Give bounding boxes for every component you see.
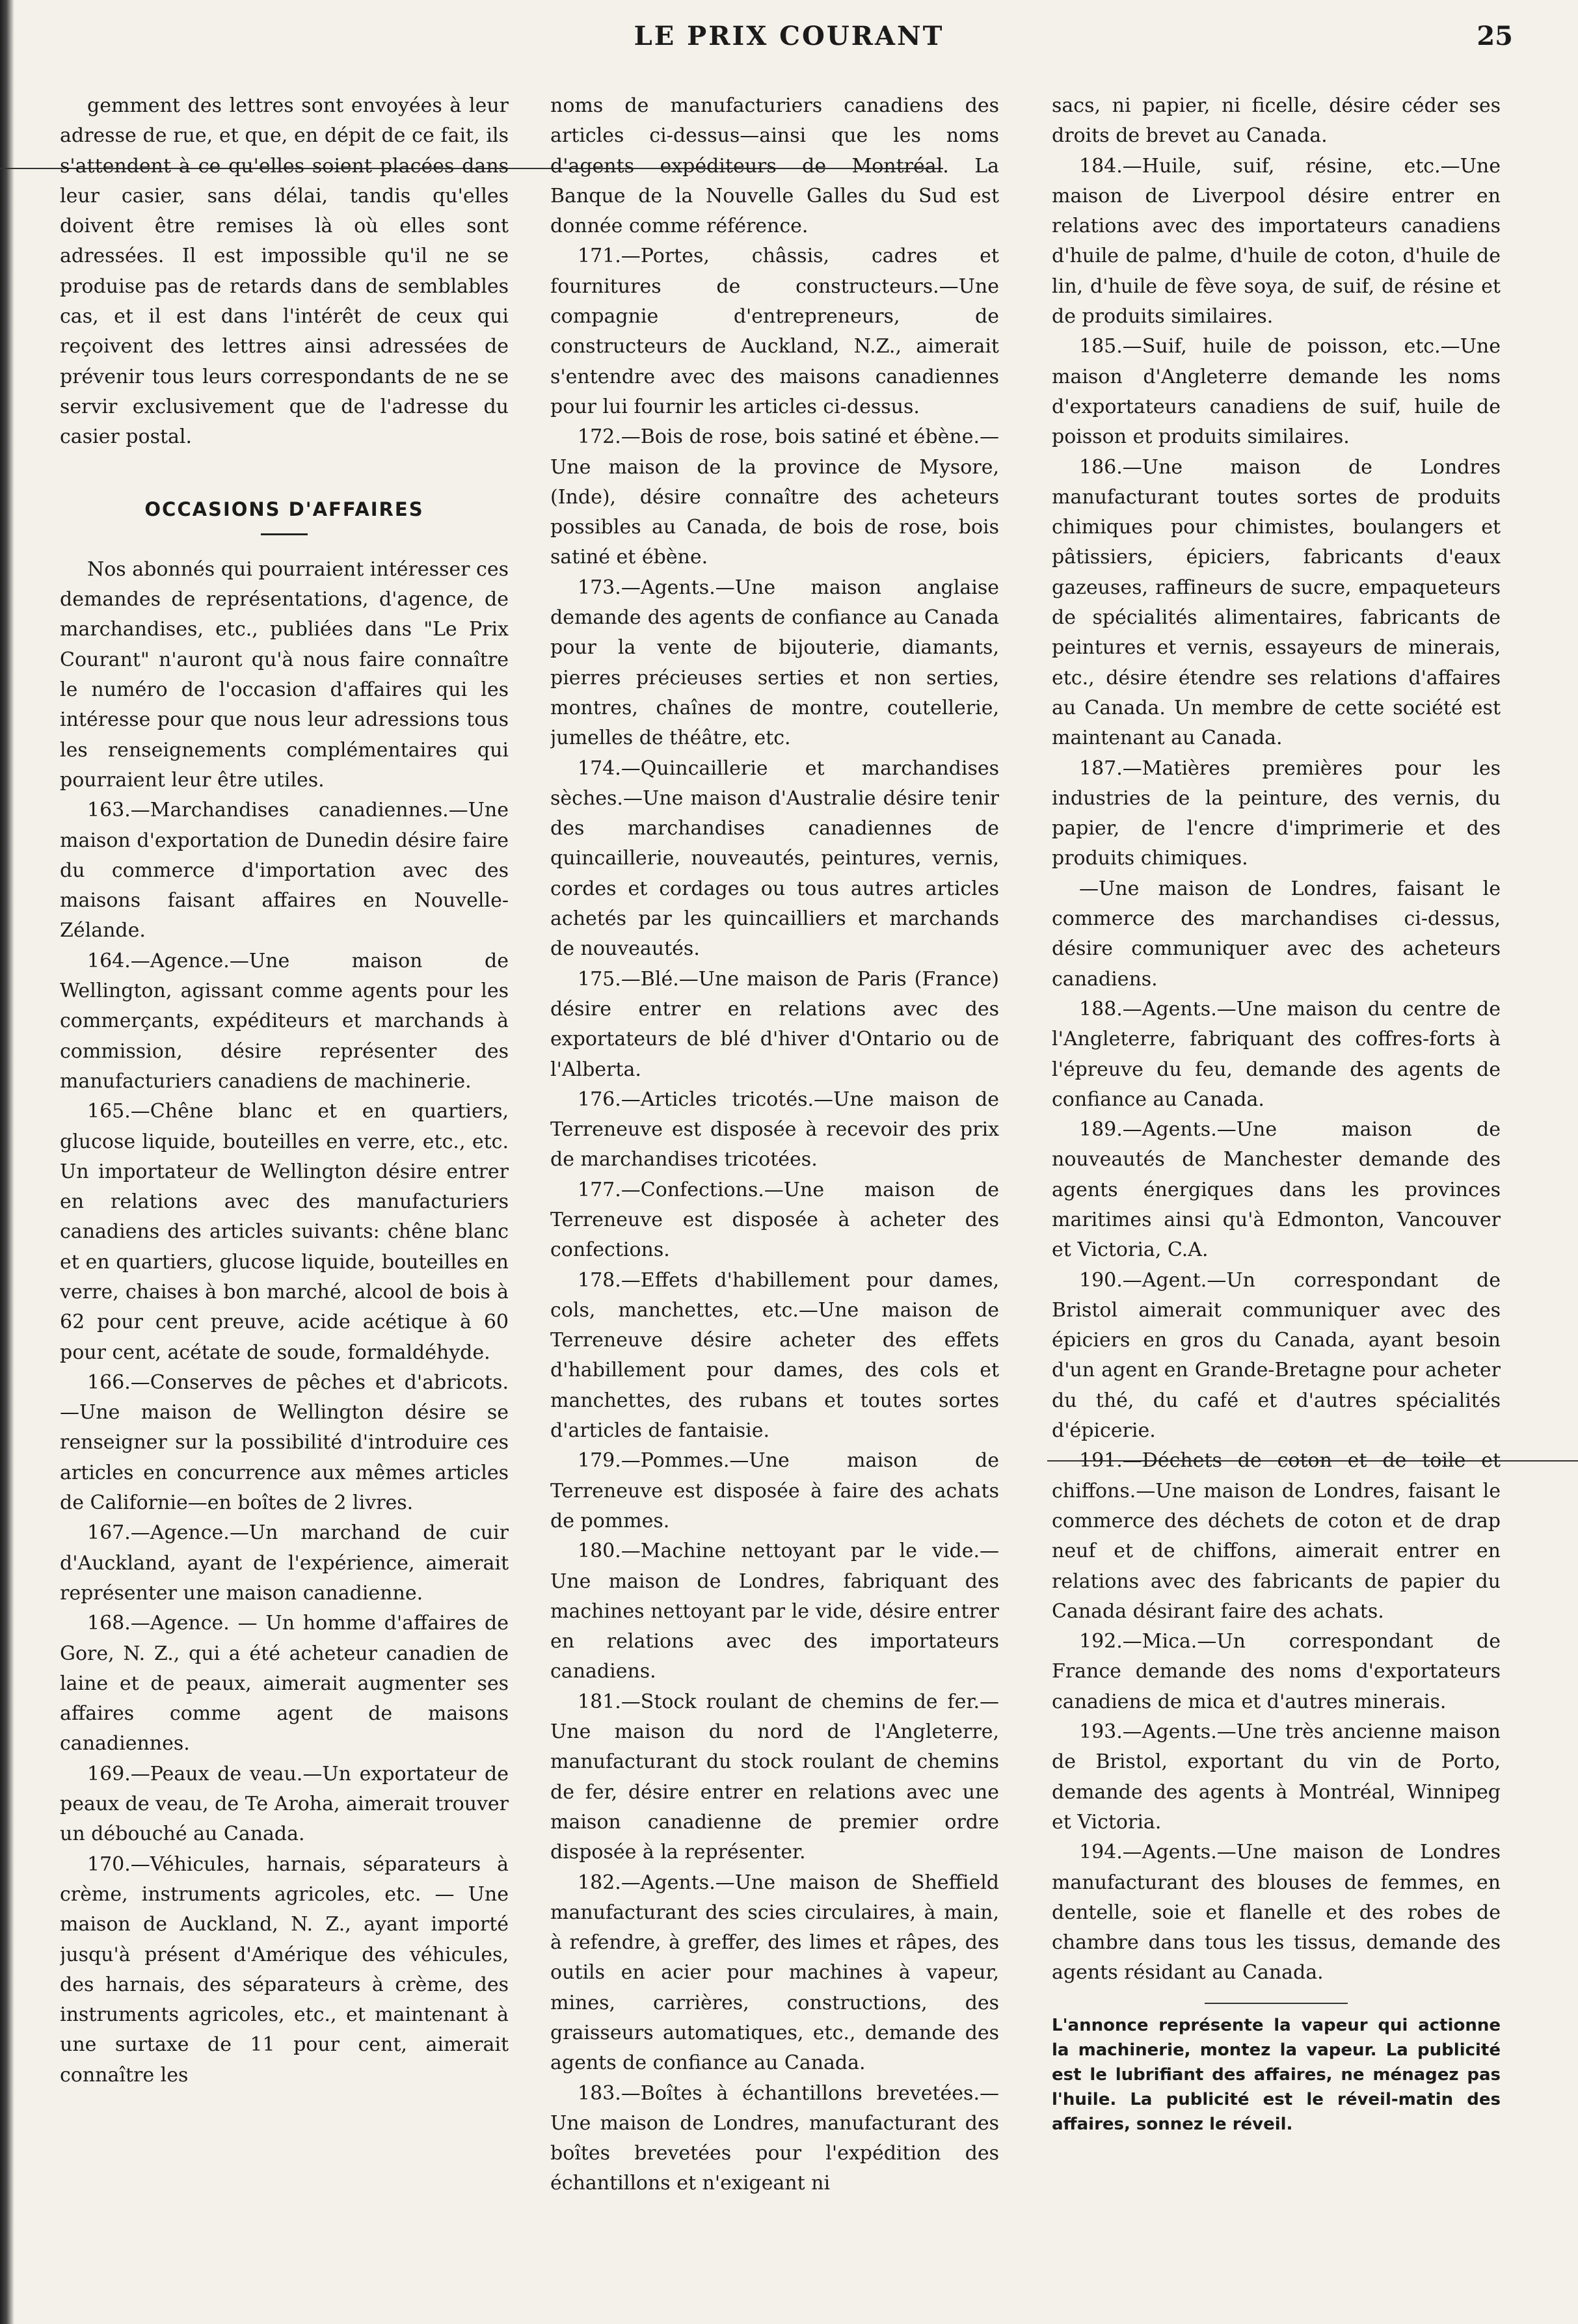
listing-187: 187.—Matières premières pour les industries de la peinture, des vernis, du papier, de l'encre d'imprimerie et des produits chimiques. — [1052, 756, 1501, 870]
listing-188: 188.—Agents.—Une maison du centre de l'Angleterre, fabriquant des coffres-forts à l'épreuve du feu, demande des agents de confiance au Canada. — [1052, 997, 1501, 1111]
listing-181: 181.—Stock roulant de chemins de fer.—Une maison du nord de l'Angleterre, manufacturant du stock roulant de chemins de fer, désire entrer en relations avec une maison canadienne de premier ordre disposée à la représenter. — [550, 1690, 999, 1864]
listing-184: 184.—Huile, suif, résine, etc.—Une maison de Liverpool désire entrer en relations avec des importateurs canadiens d'huile de palme, d'huile de coton, d'huile de lin, d'huile de fève soya, de suif, de résine et de produits similaires. — [1052, 154, 1501, 328]
advertising-note: L'annonce représente la vapeur qui actionne la machinerie, montez la vapeur. La publicité est le lubrifiant des affaires, ne ménagez pas l'huile. La publicité est le réveil-matin des affaires, sonnez le réveil. — [1052, 2015, 1501, 2134]
page-header — [0, 0, 1578, 91]
notice-paragraph: Nos abonnés qui pourraient intéresser ces demandes de représentations, d'agence, de marchandises, etc., publiées dans "Le Prix Courant" n'auront qu'à nous faire connaître le numéro de l'occasion d'affaires qui les intéresse pour que nous leur adressions tous les renseignements complémentaires qui pourraient leur être utiles. — [60, 557, 509, 792]
listing-185: 185.—Suif, huile de poisson, etc.—Une maison d'Angleterre demande les noms d'exportateurs canadiens de suif, huile de poisson et produits similaires. — [1052, 335, 1501, 449]
listing-166: 166.—Conserves de pêches et d'abricots.—Une maison de Wellington désire se renseigner sur la possibilité d'introduire ces articles en concurrence aux mêmes articles de Californie—en boîtes de 2 livres. — [60, 1370, 509, 1515]
running-title: LE PRIX COURANT — [634, 21, 944, 51]
listing-189: 189.—Agents.—Une maison de nouveautés de Manchester demande des agents énergiques dans les provinces maritimes ainsi qu'à Edmonton, Vancouver et Victoria, C.A. — [1052, 1118, 1501, 1262]
listing-175: 175.—Blé.—Une maison de Paris (France) désire entrer en relations avec des exportateurs de blé d'hiver d'Ontario ou de l'Alberta. — [550, 967, 999, 1081]
listing-170-continued: noms de manufacturiers canadiens des articles ci-dessus—ainsi que les noms d'agents expéditeurs de Montréal. La Banque de la Nouvelle Galles du Sud est donnée comme référence. — [550, 94, 999, 238]
listing-178: 178.—Effets d'habillement pour dames, cols, manchettes, etc.—Une maison de Terreneuve désire acheter des effets d'habillement pour dames, des cols et manchettes, des rubans et toutes sortes d'articles de fantaisie. — [550, 1268, 999, 1443]
listing-190: 190.—Agent.—Un correspondant de Bristol aimerait communiquer avec des épiciers en gros du Canada, ayant besoin d'un agent en Grande-Bretagne pour acheter du thé, du café et d'autres spécialités d'épicerie. — [1052, 1268, 1501, 1443]
listing-168: 168.—Agence. — Un homme d'affaires de Gore, N. Z., qui a été acheteur canadien de laine et de peaux, aimerait augmenter ses affaires comme agent de maisons canadiennes. — [60, 1612, 509, 1756]
listing-180: 180.—Machine nettoyant par le vide.—Une maison de Londres, fabriquant des machines nettoyant par le vide, désire entrer en relations avec des importateurs canadiens. — [550, 1540, 999, 1683]
closing-divider — [1205, 2003, 1348, 2004]
scan-edge — [0, 0, 14, 2324]
heading-divider — [261, 533, 308, 535]
listing-176: 176.—Articles tricotés.—Une maison de Terreneuve est disposée à recevoir des prix de marchandises tricotées. — [550, 1088, 999, 1171]
listing-191: 191.—Déchets de coton et de toile et chiffons.—Une maison de Londres, faisant le commerce des déchets de coton et de drap neuf et de chiffons, aimerait entrer en relations avec des fabricants de papier du Canada désirant faire des achats. — [1052, 1449, 1501, 1623]
listing-164: 164.—Agence.—Une maison de Wellington, agissant comme agents pour les commerçants, expéditeurs et marchands à commission, désire représenter des manufacturiers canadiens de machinerie. — [60, 949, 509, 1093]
listing-183-continued: sacs, ni papier, ni ficelle, désire céder ses droits de brevet au Canada. — [1052, 94, 1501, 148]
listing-183: 183.—Boîtes à échantillons brevetées.—Une maison de Londres, manufacturant des boîtes brevetées pour l'expédition des échantillons et n'exigeant ni — [550, 2081, 999, 2195]
listing-172: 172.—Bois de rose, bois satiné et ébène.—Une maison de la province de Mysore, (Inde), désire connaître des acheteurs possibles au Canada, de bois de rose, bois satiné et ébène. — [550, 425, 999, 569]
listing-173: 173.—Agents.—Une maison anglaise demande des agents de confiance au Canada pour la vente de bijouterie, diamants, pierres précieuses serties et non serties, montres, chaînes de montre, coutellerie, jumelles de théâtre, etc. — [550, 576, 999, 750]
listing-194: 194.—Agents.—Une maison de Londres manufacturant des blouses de femmes, en dentelle, soie et flanelle et des robes de chambre dans tous les tissus, demande des agents résidant au Canada. — [1052, 1841, 1501, 1984]
column-3 — [1052, 91, 1501, 2257]
listing-193: 193.—Agents.—Une très ancienne maison de Bristol, exportant du vin de Porto, demande des agents à Montréal, Winnipeg et Victoria. — [1052, 1720, 1501, 1834]
listing-186: 186.—Une maison de Londres manufacturant toutes sortes de produits chimiques pour chimistes, boulangers et pâtissiers, épiciers, fabricants d'eaux gazeuses, raffineurs de sucre, empaqueteurs de spécialités alimentaires, fabricants de peintures et vernis, essayeurs de minerais, etc., désire étendre ses relations d'affaires au Canada. Un membre de cette société est maintenant au Canada. — [1052, 455, 1501, 750]
listing-179: 179.—Pommes.—Une maison de Terreneuve est disposée à faire des achats de pommes. — [550, 1449, 999, 1532]
column-2 — [550, 91, 999, 2257]
listing-177: 177.—Confections.—Une maison de Terreneuve est disposée à acheter des confections. — [550, 1178, 999, 1262]
listing-192: 192.—Mica.—Un correspondant de France demande des noms d'exportateurs canadiens de mica et d'autres minerais. — [1052, 1630, 1501, 1713]
listing-170: 170.—Véhicules, harnais, séparateurs à crème, instruments agricoles, etc. — Une maison de Auckland, N. Z., ayant importé jusqu'à présent d'Amérique des véhicules, des harnais, des séparateurs à crème, des instruments agricoles, etc., et maintenant à une surtaxe de 11 pour cent, aimerait connaître les — [60, 1852, 509, 2087]
listing-182: 182.—Agents.—Une maison de Sheffield manufacturant des scies circulaires, à main, à refendre, à greffer, des limes et râpes, des outils en acier pour machines à vapeur, mines, carrières, constructions, des graisseurs automatiques, etc., demande des agents de confiance au Canada. — [550, 1871, 999, 2075]
column-1 — [60, 91, 509, 2257]
listing-174: 174.—Quincaillerie et marchandises sèches.—Une maison d'Australie désire tenir des marchandises canadiennes de quincaillerie, nouveautés, peintures, vernis, cordes et cordages ou tous autres articles achetés par les quincailliers et marchands de nouveautés. — [550, 756, 999, 961]
listing-171: 171.—Portes, châssis, cadres et fournitures de constructeurs.—Une compagnie d'entrepreneurs, de constructeurs de Auckland, N.Z., aimerait s'entendre avec des maisons canadiennes pour lui fournir les articles ci-dessus. — [550, 245, 999, 418]
listing-167: 167.—Agence.—Un marchand de cuir d'Auckland, ayant de l'expérience, aimerait représenter une maison canadienne. — [60, 1521, 509, 1605]
listing-187-detail: —Une maison de Londres, faisant le commerce des marchandises ci-dessus, désire communiquer avec des acheteurs canadiens. — [1052, 877, 1501, 991]
listing-169: 169.—Peaux de veau.—Un exportateur de peaux de veau, de Te Aroha, aimerait trouver un débouché au Canada. — [60, 1762, 509, 1846]
section-heading: OCCASIONS D'AFFAIRES — [144, 498, 424, 520]
page-number: 25 — [1477, 21, 1513, 51]
listing-163: 163.—Marchandises canadiennes.—Une maison d'exportation de Dunedin désire faire du commerce d'importation avec des maisons faisant affaires en Nouvelle-Zélande. — [60, 799, 509, 942]
listing-165: 165.—Chêne blanc et en quartiers, glucose liquide, bouteilles en verre, etc., etc. Un importateur de Wellington désire entrer en relations avec des manufacturiers canadiens des articles suivants: chêne blanc et en quartiers, glucose liquide, bouteilles en verre, chaises à bon marché, alcool de bois à 62 pour cent preuve, acide acétique à 60 pour cent, acétate de soude, formaldéhyde. — [60, 1100, 509, 1364]
intro-paragraph: gemment des lettres sont envoyées à leur adresse de rue, et que, en dépit de ce fait, ils s'attendent à ce qu'elles soient placées dans leur casier, sans délai, tandis qu'elles doivent être remises là où elles sont adressées. Il est impossible qu'il ne se produise pas de retards dans de semblables cas, et il est dans l'intérêt de ceux qui reçoivent des lettres ainsi adressées de prévenir tous leurs correspondants de ne se servir exclusivement que de l'adresse du casier postal. — [60, 94, 509, 449]
